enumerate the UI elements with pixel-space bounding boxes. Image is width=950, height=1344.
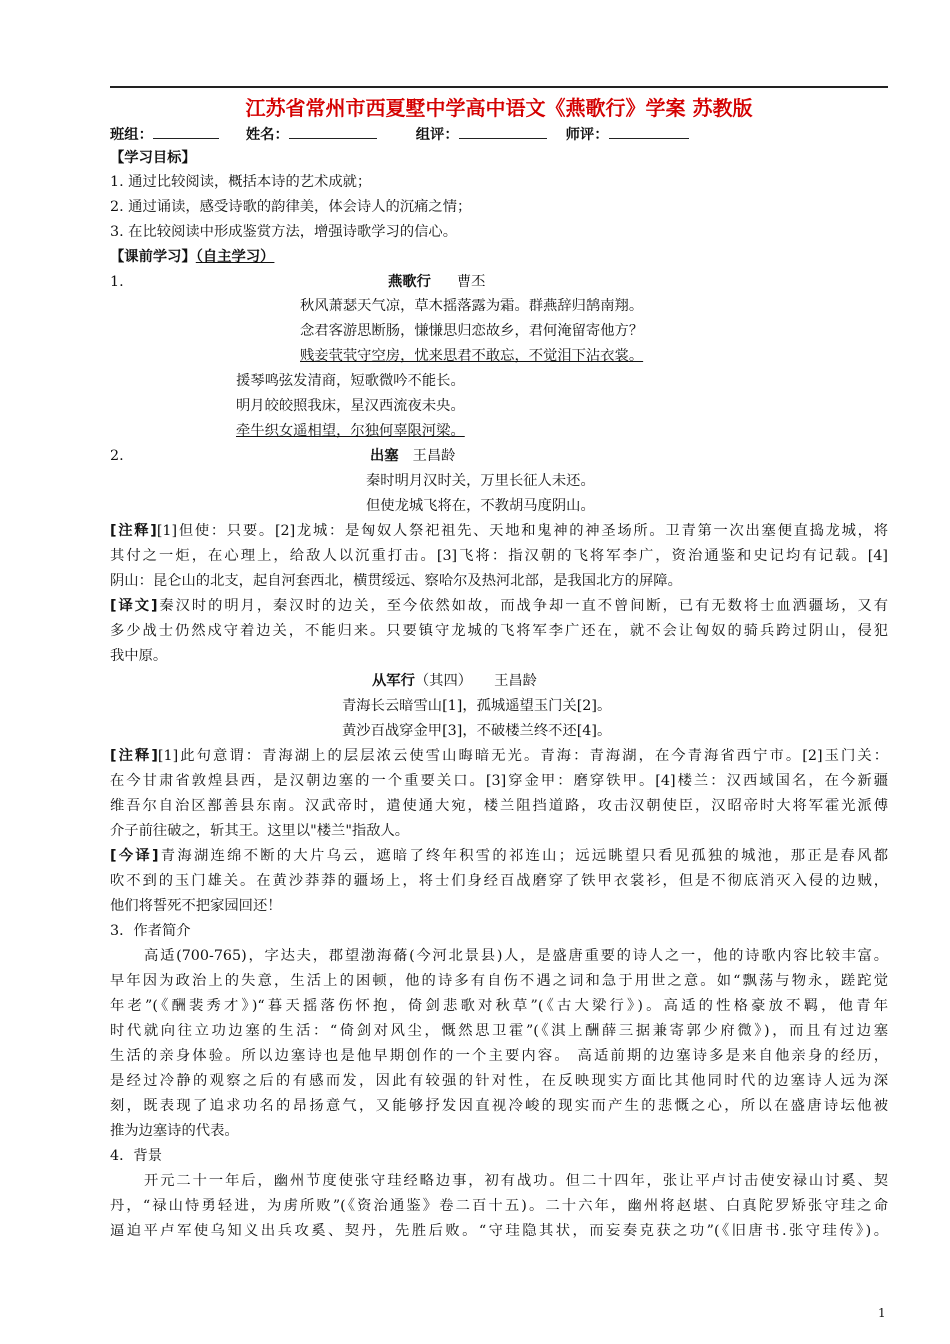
poem-line: 牵牛织女遥相望，尔独何辜限河梁。 (236, 423, 465, 439)
paragraph-line: 推为边塞诗的代表。 (110, 1123, 239, 1139)
poem2-heading (370, 446, 455, 466)
goal-item: 3. 在比较阅读中形成鉴赏方法，增强诗歌学习的信心。 (110, 224, 458, 240)
poem-line: 贱妾茕茕守空房，忧来思君不敢忘，不觉泪下沾衣裳。 (300, 348, 644, 364)
paragraph-line: 刻，既表现了追求功名的昂扬意气，又能够抒发因直视冷峻的现实而产生的悲慨之心，所以在盛唐诗坛他被 (110, 1098, 888, 1114)
note-line: 在今甘肃省敦煌县西，是汉朝边塞的一个重要关口。[3]穿金甲：磨穿铁甲。[4]楼兰：汉西域国名，在今新疆 (110, 773, 888, 789)
teacher-review-blank[interactable] (609, 124, 689, 139)
paragraph-line: 丹，“禄山恃勇轻进，为虏所败”(《资治通鉴》卷二百十五)。二十六年，幽州将赵堪、白真陀罗矫张守珪之命 (110, 1198, 888, 1214)
page-title: 江苏省常州市西夏墅中学高中语文《燕歌行》学案 苏教版 (245, 96, 753, 120)
paragraph-line: 逼迫平卢军使乌知义出兵攻奚、契丹，先胜后败。“守珪隐其状，而妄奏克获之功”(《旧唐书.张守珪传》)。 (110, 1223, 888, 1239)
poem-line: 秦时明月汉时关，万里长征人未还。 (366, 473, 595, 489)
paragraph-line: 早年因为政治上的失意，生活上的困顿，他的诗多有自伤不遇之词和急于用世之意。如“飘荡与物永，蹉跎觉 (110, 973, 888, 989)
note-label: [注释] (110, 748, 158, 764)
poem2-author: 王昌龄 (412, 448, 456, 464)
poem-line: 秋风萧瑟天气凉，草木摇落露为霜。群燕辞归鹄南翔。 (300, 298, 644, 314)
poem2-title: 出塞 (370, 448, 399, 464)
note-line (110, 746, 888, 766)
translation-line (110, 596, 888, 616)
poem2-number: 2. (110, 448, 124, 464)
paragraph-line: 开元二十一年后，幽州节度使张守珪经略边事，初有战功。但二十四年，张让平卢讨击使安禄山讨奚、契 (144, 1173, 888, 1189)
prestudy-heading-row (110, 247, 274, 267)
background-heading: 4．背景 (110, 1148, 162, 1164)
poem-line: 明月皎皎照我床，星汉西流夜未央。 (236, 398, 465, 414)
goal-item: 1. 通过比较阅读，概括本诗的艺术成就； (110, 174, 372, 190)
translation-line: 多少战士仍然戍守着边关，不能归来。只要镇守龙城的飞将军李广还在，就不会让匈奴的骑兵跨过阴山，侵犯 (110, 623, 888, 639)
paragraph-line: 生活的亲身体验。所以边塞诗也是他早期创作的一个主要内容。 高适前期的边塞诗多是来自他亲身的经历， (110, 1048, 888, 1064)
prestudy-heading: 【课前学习】 (110, 249, 196, 265)
teacher-review-label: 师评： (565, 127, 609, 143)
poem-line: 青海长云暗雪山[1]，孤城遥望玉门关[2]。 (342, 698, 612, 714)
author-intro-heading: 3．作者简介 (110, 923, 191, 939)
poem-line: 黄沙百战穿金甲[3]，不破楼兰终不还[4]。 (342, 723, 612, 739)
paragraph-line: 时代就向往立功边塞的生活：“倚剑对风尘，慨然思卫霍”(《淇上酬薛三据兼寄郭少府微》)，而且有过边塞 (110, 1023, 888, 1039)
poem-line: 援琴鸣弦发清商，短歌微吟不能长。 (236, 373, 465, 389)
translation-label: [今译] (110, 848, 159, 864)
note-line: 阴山：昆仑山的北支，起自河套西北，横贯绥远、察哈尔及热河北部，是我国北方的屏障。 (110, 573, 682, 589)
header-rule (110, 86, 888, 88)
class-label: 班组： (110, 127, 153, 143)
poem3-title: 从军行 (372, 673, 415, 689)
class-blank[interactable] (153, 124, 219, 139)
goal-item: 2. 通过诵读，感受诗歌的韵律美，体会诗人的沉痛之情； (110, 199, 472, 215)
note-line: 其付之一炬，在心理上，给敌人以沉重打击。[3]飞将：指汉朝的飞将军李广，资治通鉴和史记均有记载。[4] (110, 548, 888, 564)
note-line: 介子前往破之，斩其王。这里以"楼兰"指敌人。 (110, 823, 410, 839)
poem1-number: 1. (110, 274, 124, 290)
poem1-title: 燕歌行 (388, 274, 431, 290)
translation-label: [译文] (110, 598, 158, 614)
note-label: [注释] (110, 523, 157, 539)
group-review-label: 组评： (415, 127, 459, 143)
goals-heading: 【学习目标】 (110, 150, 196, 166)
paragraph-line: 是经过冷静的观察之后的有感而发，因此有较强的针对性，在反映现实方面比其他同时代的边塞诗人远为深 (110, 1073, 888, 1089)
page-number: 1 (878, 1306, 886, 1320)
name-label: 姓名： (245, 127, 289, 143)
poem3-sub: （其四） (414, 673, 473, 689)
prestudy-sub: （自主学习） (195, 249, 275, 265)
note-line: 维吾尔自治区鄯善县东南。汉武帝时，遣使通大宛，楼兰阻挡道路，攻击汉朝使臣，汉昭帝时大将军霍光派傅 (110, 798, 888, 814)
translation-line: 吹不到的玉门雄关。在黄沙莽莽的疆场上，将士们身经百战磨穿了铁甲衣裳衫，但是不彻底消灭入侵的边贼， (110, 873, 888, 889)
translation-text: 青海湖连绵不断的大片乌云，遮暗了终年积雪的祁连山；远远眺望只看见孤独的城池，那正是春风都 (158, 848, 888, 864)
note-text: [1]但使：只要。[2]龙城：是匈奴人祭祀祖先、天地和鬼神的神圣场所。卫青第一次出塞便直捣龙城，将 (156, 523, 888, 539)
note-line (110, 521, 888, 541)
header-fields (110, 124, 689, 145)
translation-line: 我中原。 (110, 648, 168, 664)
poem1-author: 曹丕 (456, 274, 486, 290)
name-blank[interactable] (289, 124, 377, 139)
poem3-author: 王昌龄 (494, 673, 537, 689)
translation-text: 秦汉时的明月，秦汉时的边关，至今依然如故，而战争却一直不曾间断，已有无数将士血洒疆场，又有 (157, 598, 888, 614)
translation-line (110, 846, 888, 866)
paragraph-line: 年老”(《酬裴秀才》)“暮天摇落伤怀抱，倚剑悲歌对秋草”(《古大梁行》)。高适的性格豪放不羁，他青年 (110, 998, 888, 1014)
poem-line: 念君客游思断肠，慊慊思归恋故乡，君何淹留寄他方？ (300, 323, 644, 339)
group-review-blank[interactable] (459, 124, 547, 139)
paragraph-line: 高适(700-765)，字达夫，郡望渤海蓨(今河北景县)人，是盛唐重要的诗人之一，他的诗歌内容比较丰富。 (144, 948, 888, 964)
poem3-heading (372, 671, 537, 691)
poem-line: 但使龙城飞将在，不教胡马度阴山。 (366, 498, 595, 514)
poem1-heading (388, 272, 485, 292)
translation-line: 他们将誓死不把家园回还！ (110, 898, 282, 914)
note-text: [1]此句意谓：青海湖上的层层浓云使雪山晦暗无光。青海：青海湖，在今青海省西宁市。[2]玉门关： (157, 748, 888, 764)
